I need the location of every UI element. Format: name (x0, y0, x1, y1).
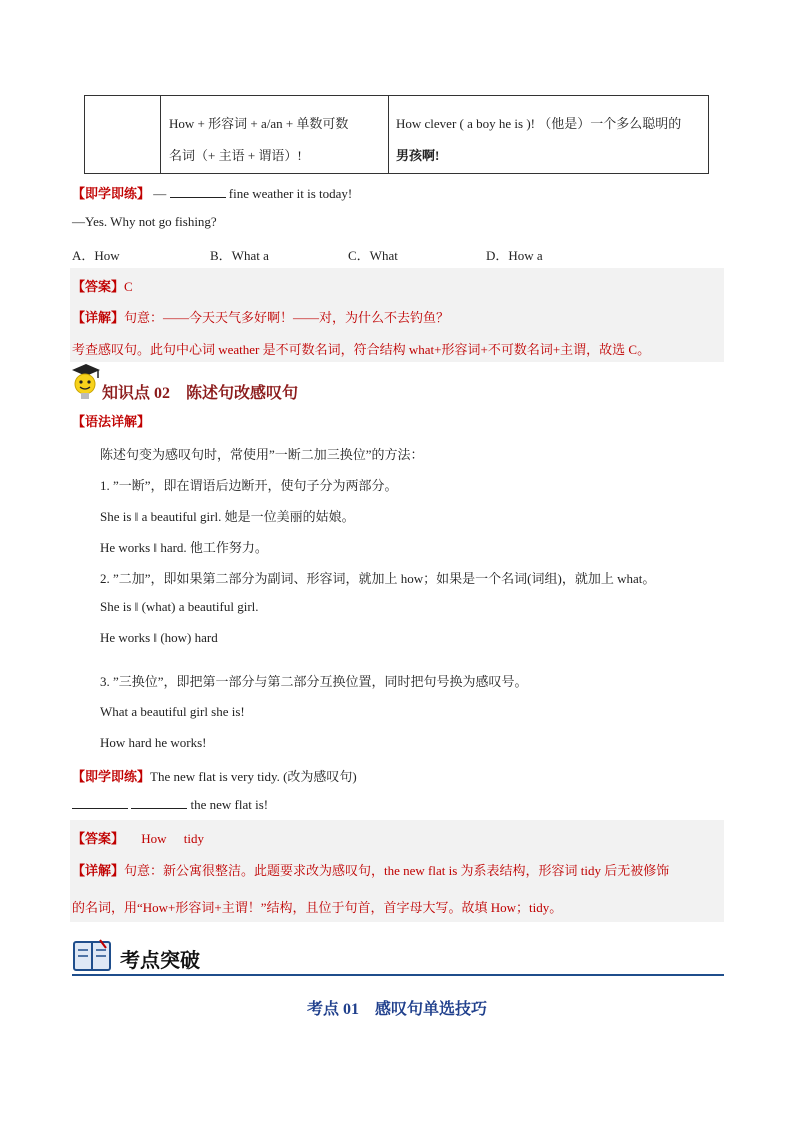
practice2-blanks (72, 797, 268, 813)
detail2-label: 【详解】 (72, 863, 125, 878)
example-3b: How hard he works! (100, 735, 207, 750)
answer2-value-1: How (141, 831, 167, 846)
detail2-line-2: 的名词，用“How+形容词+主谓！”结构，且位于句首，首字母大写。故填 How；tidy。 (72, 900, 563, 915)
grammar-intro: 陈述句变为感叹句时，常使用”一断二加三换位”的方法： (100, 447, 424, 462)
exam-point-title: 感叹句单选技巧 (375, 1001, 488, 1018)
mascot-icon (68, 362, 102, 400)
knowledge-point-title: 陈述句改感叹句 (186, 385, 299, 402)
option-d: D．How a (486, 248, 543, 263)
answer-label: 【答案】 (72, 279, 125, 294)
example-3a: What a beautiful girl she is! (100, 704, 245, 719)
knowledge-point-number: 知识点 02 (102, 385, 171, 402)
rule-line-2: 名词（+ 主语 + 谓语）! (169, 148, 302, 163)
section-title: 考点突破 (120, 948, 200, 972)
example-2a: She is ‖ (what) a beautiful girl. (100, 599, 259, 614)
practice1-answer (72, 276, 133, 295)
example-1a: She is ‖ a beautiful girl. 她是一位美丽的姑娘。 (100, 509, 355, 524)
grammar-step-3: 3. ”三换位”，即把第一部分与第二部分互换位置，同时把句号换为感叹号。 (100, 674, 528, 689)
practice1-question-text: fine weather it is today! (228, 186, 353, 201)
table-example-cell (389, 96, 708, 173)
practice2-answer (72, 828, 204, 847)
practice1-question (72, 183, 352, 202)
answer-blank-1 (72, 797, 128, 809)
practice2-question (72, 766, 357, 785)
answer-blank-2 (131, 797, 187, 809)
answer-blank (170, 186, 226, 198)
grammar-label: 【语法详解】 (72, 414, 151, 429)
book-icon (72, 938, 112, 974)
grammar-table (84, 95, 709, 174)
practice2-detail (72, 860, 669, 879)
detail-label: 【详解】 (72, 310, 125, 325)
table-empty-cell (85, 96, 161, 173)
practice1-dash: — (153, 186, 167, 201)
option-b: B．What a (210, 248, 269, 263)
exam-point-heading (0, 996, 794, 1019)
practice2-blank-suffix: the new flat is! (190, 797, 269, 812)
grammar-step-2: 2. ”二加”，即如果第二部分为副词、形容词，就加上 how；如果是一个名词(词组)，就加上 what。 (100, 571, 656, 586)
example-line-1: How clever ( a boy he is )! （他是）一个多么聪明的 (396, 116, 682, 131)
answer-value: C (124, 279, 133, 294)
answer2-value-2: tidy (183, 831, 205, 846)
practice1-detail (72, 307, 449, 326)
rule-line-1: How + 形容词 + a/an + 单数可数 (169, 116, 349, 131)
knowledge-point-heading (102, 380, 298, 403)
example-2b: He works ‖ (how) hard (100, 630, 218, 645)
detail2-line-1: 句意：新公寓很整洁。此题要求改为感叹句，the new flat is 为系表结构，形容词 tidy 后无被修饰 (124, 863, 670, 878)
practice1-label: 【即学即练】 (72, 186, 151, 201)
example-line-2: 男孩啊! (396, 148, 440, 163)
option-a: A．How (72, 248, 120, 263)
practice2-question-text: The new flat is very tidy. (改为感叹句) (150, 769, 357, 784)
detail-line-2: 考查感叹句。此句中心词 weather 是不可数名词，符合结构 what+形容词+不可数名词+主谓，故选 C。 (72, 342, 651, 357)
example-1b: He works ‖ hard. 他工作努力。 (100, 540, 268, 555)
grammar-step-1: 1. ”一断”，即在谓语后边断开，使句子分为两部分。 (100, 478, 398, 493)
practice1-reply: —Yes. Why not go fishing? (72, 214, 217, 229)
detail-line-1: 句意：——今天天气多好啊！——对，为什么不去钓鱼？ (124, 310, 450, 325)
table-rule-cell (161, 96, 389, 173)
exam-point-number: 考点 01 (306, 1001, 359, 1018)
answer2-label: 【答案】 (72, 831, 125, 846)
option-c: C．What (348, 248, 398, 263)
practice2-label: 【即学即练】 (72, 769, 151, 784)
